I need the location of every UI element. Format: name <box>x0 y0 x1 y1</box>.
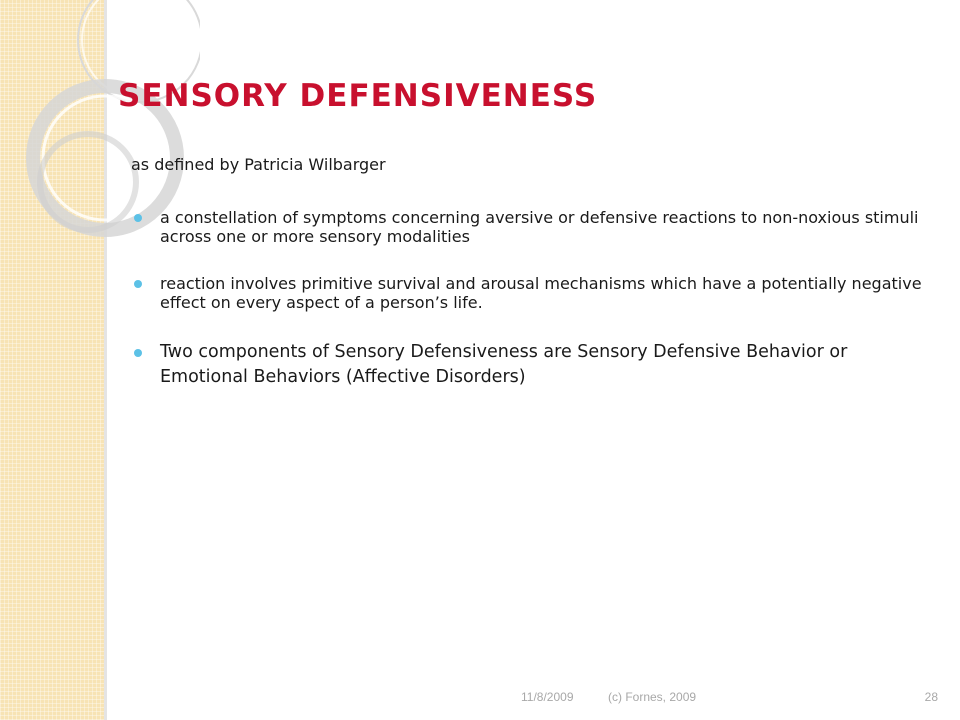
bullet-list <box>134 208 934 418</box>
footer-copyright: (c) Fornes, 2009 <box>608 690 697 704</box>
bullet-dot-icon <box>134 214 142 222</box>
decorative-sidebar <box>0 0 104 720</box>
page-number: 28 <box>924 690 938 704</box>
sidebar-divider <box>104 0 107 720</box>
slide-title: SENSORY DEFENSIVENESS <box>118 78 598 114</box>
bullet-dot-icon <box>134 349 142 357</box>
footer-date: 11/8/2009 <box>521 690 574 704</box>
slide-subtitle: as defined by Patricia Wilbarger <box>131 155 386 174</box>
bullet-text: reaction involves primitive survival and arousal mechanisms which have a potentially negative effect on every aspect of a person’s life. <box>160 274 922 312</box>
bullet-item <box>134 274 934 312</box>
bullet-item <box>134 340 934 390</box>
bullet-item <box>134 208 934 246</box>
bullet-text: a constellation of symptoms concerning aversive or defensive reactions to non-noxious stimuli across one or more sensory modalities <box>160 208 919 246</box>
bullet-dot-icon <box>134 280 142 288</box>
bullet-text: Two components of Sensory Defensiveness are Sensory Defensive Behavior or Emotional Behaviors (Affective Disorders) <box>160 342 848 387</box>
